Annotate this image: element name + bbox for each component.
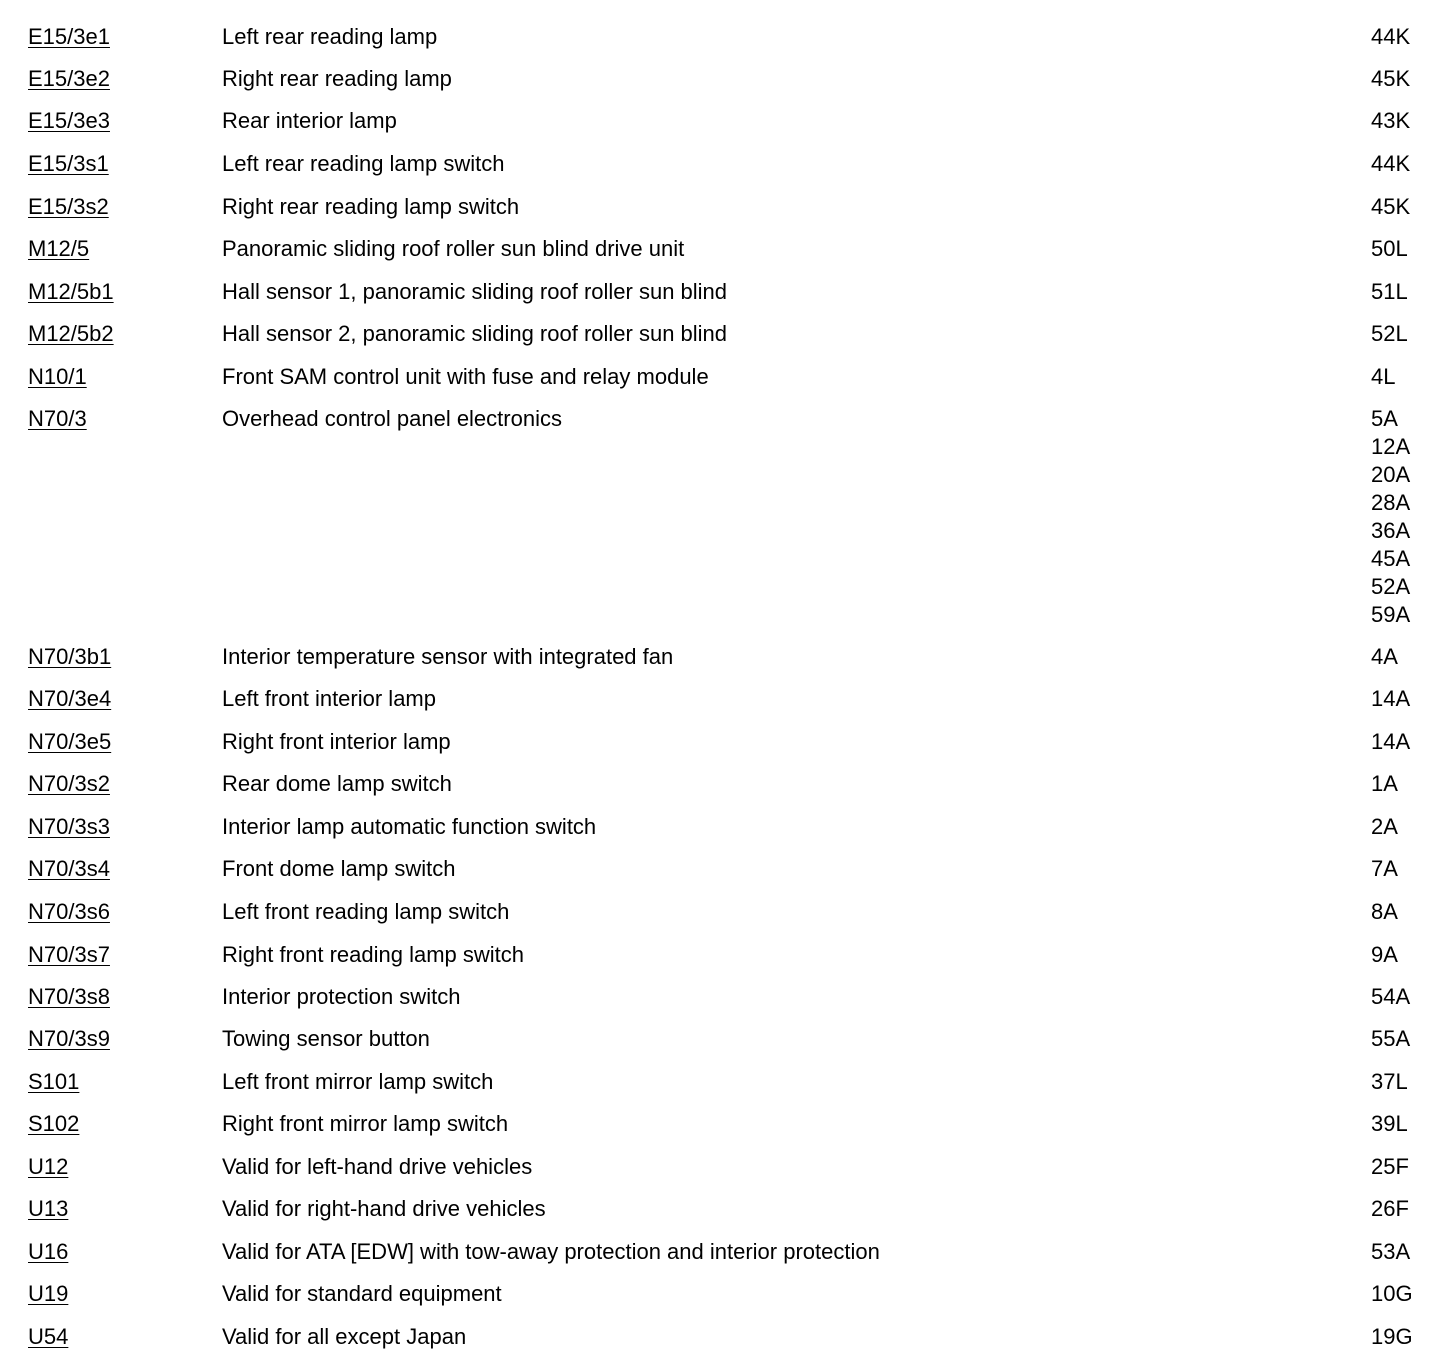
grid-location-value: 8A [1371,899,1398,924]
component-code-link[interactable]: E15/3s1 [28,151,109,176]
grid-location-value: 44K [1371,24,1411,49]
component-code-link[interactable]: S102 [28,1111,80,1136]
component-code-link[interactable]: E15/3e1 [28,24,110,49]
grid-location [1371,1153,1409,1181]
grid-location [1371,643,1398,671]
component-description: Left front interior lamp [222,686,436,711]
component-description: Overhead control panel electronics [222,406,562,431]
grid-location-value: 14A [1371,686,1411,711]
grid-location [1371,278,1408,306]
grid-location-value: 9A [1371,942,1398,967]
grid-location [1371,235,1408,263]
component-description: Right front reading lamp switch [222,942,525,967]
grid-location-value: 45K [1371,194,1411,219]
grid-location-value: 43K [1371,108,1411,133]
component-description: Valid for ATA [EDW] with tow-away protection and interior protection [222,1239,880,1264]
grid-location-value: 55A [1371,1026,1411,1051]
component-code-link[interactable]: M12/5b2 [28,321,114,346]
component-description: Front SAM control unit with fuse and relay module [222,364,709,389]
grid-location [1371,107,1410,135]
grid-location [1371,941,1398,969]
grid-location-value: 44K [1371,151,1411,176]
grid-location-value: 59A [1371,602,1411,627]
grid-location-value: 28A [1371,490,1411,515]
component-code-link[interactable]: N70/3s2 [28,771,110,796]
grid-location-value: 54A [1371,984,1411,1009]
component-code-link[interactable]: M12/5 [28,236,90,261]
component-description: Interior lamp automatic function switch [222,814,597,839]
component-description: Right front interior lamp [222,729,451,754]
grid-location [1371,193,1410,221]
component-code-link[interactable]: N70/3s6 [28,899,110,924]
component-description: Right rear reading lamp [222,66,452,91]
component-description: Interior temperature sensor with integrated fan [222,644,674,669]
component-description: Valid for right-hand drive vehicles [222,1196,546,1221]
grid-location-value: 10G [1371,1281,1413,1306]
grid-location-value: 36A [1371,518,1411,543]
component-code-link[interactable]: N70/3 [28,406,87,431]
component-description: Valid for all except Japan [222,1324,467,1349]
component-code-link[interactable]: N70/3s8 [28,984,110,1009]
component-description: Towing sensor button [222,1026,430,1051]
grid-location [1371,1025,1410,1053]
grid-location-value: 50L [1371,236,1408,261]
grid-location [1371,150,1410,178]
grid-location-value: 14A [1371,729,1411,754]
grid-location-value: 52L [1371,321,1408,346]
grid-location-value: 37L [1371,1069,1408,1094]
grid-location [1371,1323,1413,1351]
grid-location [1371,1195,1409,1223]
component-code-link[interactable]: U16 [28,1239,69,1264]
grid-location-value: 7A [1371,856,1398,881]
grid-location-value: 52A [1371,574,1411,599]
grid-location-value: 12A [1371,434,1411,459]
grid-location [1371,1280,1413,1308]
component-description: Valid for left-hand drive vehicles [222,1154,533,1179]
grid-location [1371,320,1408,348]
grid-location-value: 51L [1371,279,1408,304]
grid-location [1371,1068,1408,1096]
component-code-link[interactable]: U13 [28,1196,69,1221]
grid-location [1371,813,1398,841]
component-description: Rear interior lamp [222,108,397,133]
grid-location [1371,685,1410,713]
grid-location-value: 25F [1371,1154,1409,1179]
grid-location [1371,363,1395,391]
grid-location-value: 5A [1371,406,1398,431]
component-code-link[interactable]: S101 [28,1069,80,1094]
grid-location [1371,23,1410,51]
component-description: Front dome lamp switch [222,856,456,881]
component-description: Right rear reading lamp switch [222,194,520,219]
component-description: Interior protection switch [222,984,461,1009]
grid-location [1371,983,1410,1011]
grid-location [1371,65,1410,93]
grid-location-value: 45A [1371,546,1411,571]
component-code-link[interactable]: M12/5b1 [28,279,114,304]
component-code-link[interactable]: N70/3s3 [28,814,110,839]
grid-location-value: 4L [1371,364,1396,389]
component-code-link[interactable]: U12 [28,1154,69,1179]
component-description: Left front mirror lamp switch [222,1069,494,1094]
component-description: Rear dome lamp switch [222,771,452,796]
component-code-link[interactable]: U54 [28,1324,69,1349]
component-code-link[interactable]: N70/3s4 [28,856,110,881]
component-code-link[interactable]: E15/3e3 [28,108,110,133]
component-code-link[interactable]: N10/1 [28,364,87,389]
component-code-link[interactable]: N70/3s9 [28,1026,110,1051]
component-description: Hall sensor 1, panoramic sliding roof roller sun blind [222,279,728,304]
grid-location [1371,728,1410,756]
component-description: Right front mirror lamp switch [222,1111,509,1136]
component-code-link[interactable]: N70/3s7 [28,942,110,967]
grid-location-value: 1A [1371,771,1398,796]
component-description: Panoramic sliding roof roller sun blind drive unit [222,236,685,261]
component-code-link[interactable]: E15/3e2 [28,66,110,91]
component-description: Left rear reading lamp switch [222,151,505,176]
grid-location-value: 2A [1371,814,1398,839]
grid-location-list [1371,405,1410,629]
grid-location-value: 26F [1371,1196,1409,1221]
grid-location [1371,898,1398,926]
component-description: Hall sensor 2, panoramic sliding roof roller sun blind [222,321,728,346]
component-code-link[interactable]: E15/3s2 [28,194,109,219]
component-description: Left front reading lamp switch [222,899,510,924]
component-code-link[interactable]: N70/3b1 [28,644,112,669]
grid-location [1371,1238,1410,1266]
grid-location [1371,1110,1408,1138]
grid-location-value: 20A [1371,462,1411,487]
component-code-link[interactable]: N70/3e4 [28,686,112,711]
component-description: Left rear reading lamp [222,24,438,49]
grid-location-value: 53A [1371,1239,1411,1264]
grid-location-value: 4A [1371,644,1398,669]
component-description: Valid for standard equipment [222,1281,502,1306]
grid-location-value: 19G [1371,1324,1413,1349]
grid-location [1371,770,1398,798]
grid-location [1371,855,1398,883]
component-code-link[interactable]: U19 [28,1281,69,1306]
component-code-link[interactable]: N70/3e5 [28,729,112,754]
grid-location-value: 45K [1371,66,1411,91]
grid-location-value: 39L [1371,1111,1408,1136]
